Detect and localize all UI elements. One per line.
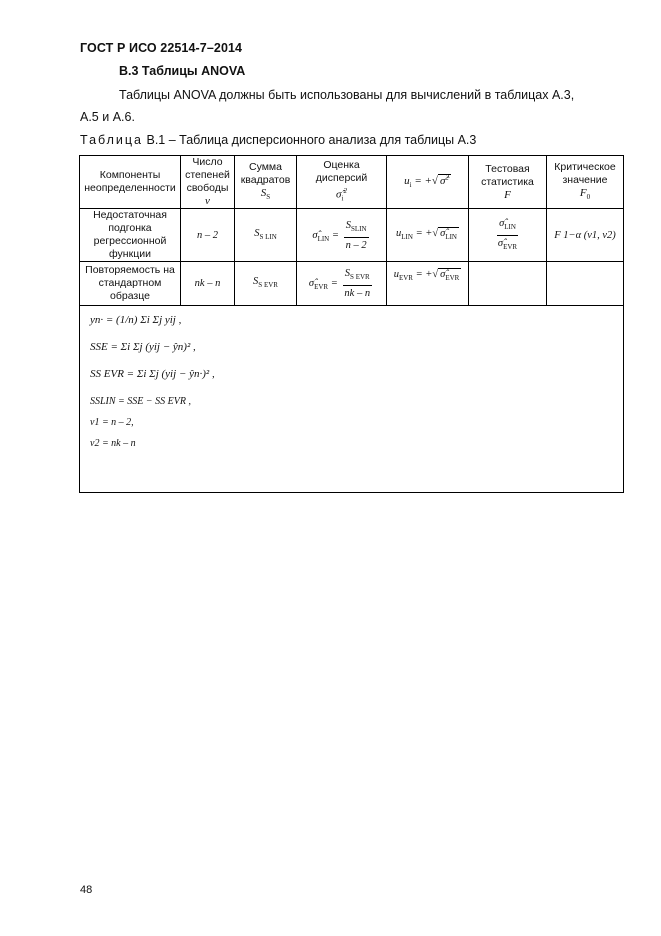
header-uncertainty-symbol: $u_i$ = +√ σ̂$^2$ [404,173,449,190]
row-1-test: $\frac{\sigmâ_{LIN}}{\sigmâ_{EVR}}$ [469,209,547,262]
table-caption-label: Таблица [80,133,144,147]
header-sumsq-text: Сумма квадратов [240,160,291,186]
row-2-sumsq: $S_{S EVR}$ [235,262,297,306]
formula-slin: SSLIN = SSE − SS EVR , [90,396,191,407]
header-test [469,156,547,209]
header-dof [181,156,235,209]
header-test-text: Тестовая статистика [481,162,534,188]
table-row [80,209,624,262]
row-2-uncertainty: $u_{EVR}$ = +√ $\sigmâ_{EVR}$ [387,262,469,306]
paragraph-line-1: Таблицы ANOVA должны быть использованы для вычислений в таблицах А.3, [119,88,575,102]
header-variance [297,156,387,209]
table-caption-text: В.1 – Таблица дисперсионного анализа для таблицы А.3 [146,133,477,147]
header-variance-symbol: $\sigmâ_i^2$ [336,186,347,203]
table-caption [80,133,476,147]
header-variance-text: Оценка дисперсий [315,158,368,184]
section-title: В.3 Таблицы ANOVA [119,64,246,78]
anova-table [79,155,624,493]
row-2-component: Повторяемость на стандартном образце [80,262,181,306]
row-1-variance: $\sigmâ_{LIN}$ = $\frac{S_{SLIN}}{n - 2}$ [297,209,387,262]
header-dof-text: Число степеней свободы [185,156,230,194]
header-sumsq [235,156,297,209]
formula-nu1: ν1 = n – 2, [90,417,134,428]
formula-mean: yn· = (1/n) Σi Σj yij , [90,314,182,326]
paragraph-line-2: А.5 и А.6. [80,110,135,124]
formula-row [80,306,624,493]
header-test-symbol: F [504,188,511,201]
page-number: 48 [80,884,93,896]
row-1-critical: F 1−α (ν1, ν2) [547,209,624,262]
table-row [80,262,624,306]
row-1-dof: n – 2 [181,209,235,262]
row-2-dof: nk – n [181,262,235,306]
table-header-row [80,156,624,209]
row-1-uncertainty: $u_{LIN}$ = +√ $\sigmâ_{LIN}$ [387,209,469,262]
header-critical-symbol: $F_0$ [579,186,591,201]
row-2-test [469,262,547,306]
header-dof-symbol: ν [205,195,210,207]
formula-sevr: SS EVR = Σi Σj (yij − ŷn·)² , [90,368,215,380]
header-critical [547,156,624,209]
header-critical-text: Критическое значение [554,160,616,186]
header-components: Компоненты неопределенности [80,156,181,209]
row-2-critical [547,262,624,306]
formula-sse: SSE = Σi Σj (yij − ŷn)² , [90,341,196,353]
row-2-variance: $\sigmâ_{EVR}$ = $\frac{S_{S EVR}}{nk - n}$ [297,262,387,306]
formulas-cell [80,306,624,493]
row-1-sumsq: $S_{S LIN}$ [235,209,297,262]
header-sumsq-symbol: $S_S$ [260,186,271,201]
row-1-component: Недостаточная подгонка регрессионной функции [80,209,181,262]
document-header: ГОСТ Р ИСО 22514-7–2014 [80,41,243,55]
formula-nu2: ν2 = nk – n [90,438,136,449]
header-uncertainty [387,156,469,209]
